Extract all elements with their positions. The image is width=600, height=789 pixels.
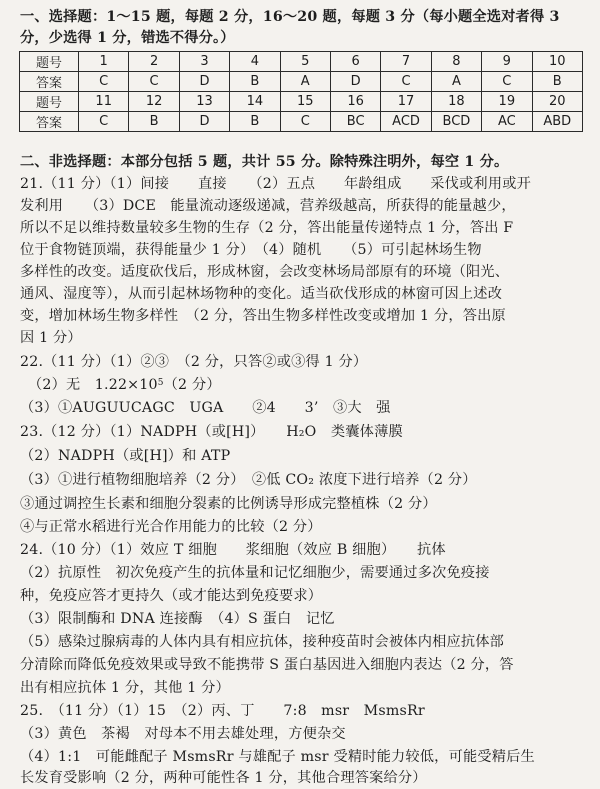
answer-cell: C <box>129 72 179 92</box>
answer-line: （3）黄色 茶褐 对母本不用去雄处理，方便杂交 <box>20 726 346 742</box>
answer-cell: ACD <box>381 112 431 132</box>
answer-line: （3）①进行植物细胞培养（2 分） ②低 CO₂ 浓度下进行培养（2 分） <box>20 472 477 488</box>
question-number: 6 <box>330 52 380 72</box>
table-row-answers-1 <box>20 72 583 92</box>
answer-line: 发利用 （3）DCE 能量流动逐级递减，营养级越高，所获得的能量越少， <box>20 198 516 214</box>
answer-cell: D <box>179 112 229 132</box>
question-number: 2 <box>129 52 179 72</box>
answer-line: 种，免疫应答才更持久（或才能达到免疫要求） <box>20 588 323 604</box>
question-number: 19 <box>482 92 532 112</box>
question-number: 7 <box>381 52 431 72</box>
question-number: 12 <box>129 92 179 112</box>
answer-line: 长发育受影响（2 分，两种可能性各 1 分，其他合理答案给分） <box>20 770 427 786</box>
answer-line: （3）限制酶和 DNA 连接酶 （4）S 蛋白 记忆 <box>20 611 335 627</box>
question-number: 4 <box>230 52 280 72</box>
answer-cell: D <box>179 72 229 92</box>
answer-cell: B <box>230 112 280 132</box>
answer-line: 25. （11 分）（1）15 （2）丙、丁 7:8 msr MsmsRr <box>20 703 425 719</box>
answer-line: （4）1:1 可能雌配子 MsmsRr 与雄配子 msr 受精时能力较低，可能受精后生 <box>20 749 535 765</box>
table-row-questions-1 <box>20 52 583 72</box>
answer-line: （2）NADPH（或[H]）和 ATP <box>20 448 231 464</box>
table-row-answers-2 <box>20 112 583 132</box>
q22-line2-exponent: 5 <box>157 378 164 388</box>
question-number: 16 <box>330 92 380 112</box>
answer-line: 23.（12 分）（1）NADPH（或[H]） H₂O 类囊体薄膜 <box>20 424 403 440</box>
answer-cell: C <box>79 112 129 132</box>
answer-cell: C <box>381 72 431 92</box>
question-number: 1 <box>79 52 129 72</box>
answer-line: 出有相应抗体 1 分，其他 1 分） <box>20 680 230 696</box>
row-label-question: 题号 <box>20 52 79 72</box>
answer-cell: C <box>79 72 129 92</box>
answer-line: 因 1 分） <box>20 330 82 346</box>
answer-line: （2）抗原性 初次免疫产生的抗体量和记忆细胞少，需要通过多次免疫接 <box>20 565 490 581</box>
question-number: 13 <box>179 92 229 112</box>
answer-cell: C <box>280 112 330 132</box>
row-label-question: 题号 <box>20 92 79 112</box>
answer-line: 通风、湿度等），从而引起林场物种的变化。适当砍伐形成的林窗可因上述改 <box>20 286 503 302</box>
question-number: 15 <box>280 92 330 112</box>
question-number: 9 <box>482 52 532 72</box>
answer-cell: C <box>482 72 532 92</box>
answer-line: 多样性的改变。适度砍伐后，形成林窗，会改变林场局部原有的环境（阳光、 <box>20 264 510 280</box>
answer-cell: B <box>129 112 179 132</box>
answer-line: （5）感染过腺病毒的人体内具有相应抗体，接种疫苗时会被体内相应抗体部 <box>20 634 505 650</box>
question-number: 11 <box>79 92 129 112</box>
row-label-answer: 答案 <box>20 72 79 92</box>
question-number: 10 <box>532 52 582 72</box>
answer-line: （3）①AUGUUCAGC UGA ②4 3’ ③大 强 <box>20 400 391 416</box>
q22-line2-prefix: （2）无 1.22×10 <box>28 377 158 393</box>
answer-line: ④与正常水稻进行光合作用能力的比较（2 分） <box>20 519 322 535</box>
answer-line: 位于食物链顶端，获得能量少 1 分） （4）随机 （5）可引起林场生物 <box>20 242 482 258</box>
part1-heading-line2: 分，少选得 1 分，错选不得分。） <box>20 30 235 46</box>
answer-cell: ABD <box>532 112 582 132</box>
answer-line: 所以不足以维持数量较多生物的生存（2 分，答出能量传递特点 1 分，答出 F <box>20 220 514 236</box>
question-number: 14 <box>230 92 280 112</box>
question-number: 20 <box>532 92 582 112</box>
question-number: 18 <box>431 92 481 112</box>
question-number: 5 <box>280 52 330 72</box>
answer-cell: B <box>230 72 280 92</box>
answer-cell: BCD <box>431 112 481 132</box>
question-number: 8 <box>431 52 481 72</box>
part1-heading-line1: 一、选择题：1～15 题，每题 2 分，16～20 题，每题 3 分（每小题全选对者得 3 <box>20 9 560 25</box>
q22-line2-suffix: （2 分） <box>163 377 221 393</box>
answer-line: 24.（10 分）（1）效应 T 细胞 浆细胞（效应 B 细胞） 抗体 <box>20 542 446 558</box>
answer-line: 22.（11 分）（1）②③ （2 分，只答②或③得 1 分） <box>20 354 368 370</box>
answer-line: 分清除而降低免疫效果或导致不能携带 S 蛋白基因进入细胞内表达（2 分，答 <box>20 657 514 673</box>
question-number: 3 <box>179 52 229 72</box>
row-label-answer: 答案 <box>20 112 79 132</box>
answer-cell: D <box>330 72 380 92</box>
answer-cell: A <box>431 72 481 92</box>
answer-cell: BC <box>330 112 380 132</box>
question-number: 17 <box>381 92 431 112</box>
answer-cell: A <box>280 72 330 92</box>
table-row-questions-2 <box>20 92 583 112</box>
answer-line: 变，增加林场生物多样性 （2 分，答出生物多样性改变或增加 1 分，答出原 <box>20 308 506 324</box>
answer-line: 21.（11 分）（1）间接 直接 （2）五点 年龄组成 采伐或利用或开 <box>20 176 531 192</box>
answer-cell: B <box>532 72 582 92</box>
answer-cell: AC <box>482 112 532 132</box>
part2-heading: 二、非选择题：本部分包括 5 题，共计 55 分。除特殊注明外，每空 1 分。 <box>20 154 509 170</box>
answer-table <box>19 51 583 132</box>
q22-line2 <box>28 375 582 395</box>
answer-line: ③通过调控生长素和细胞分裂素的比例诱导形成完整植株（2 分） <box>20 496 437 512</box>
